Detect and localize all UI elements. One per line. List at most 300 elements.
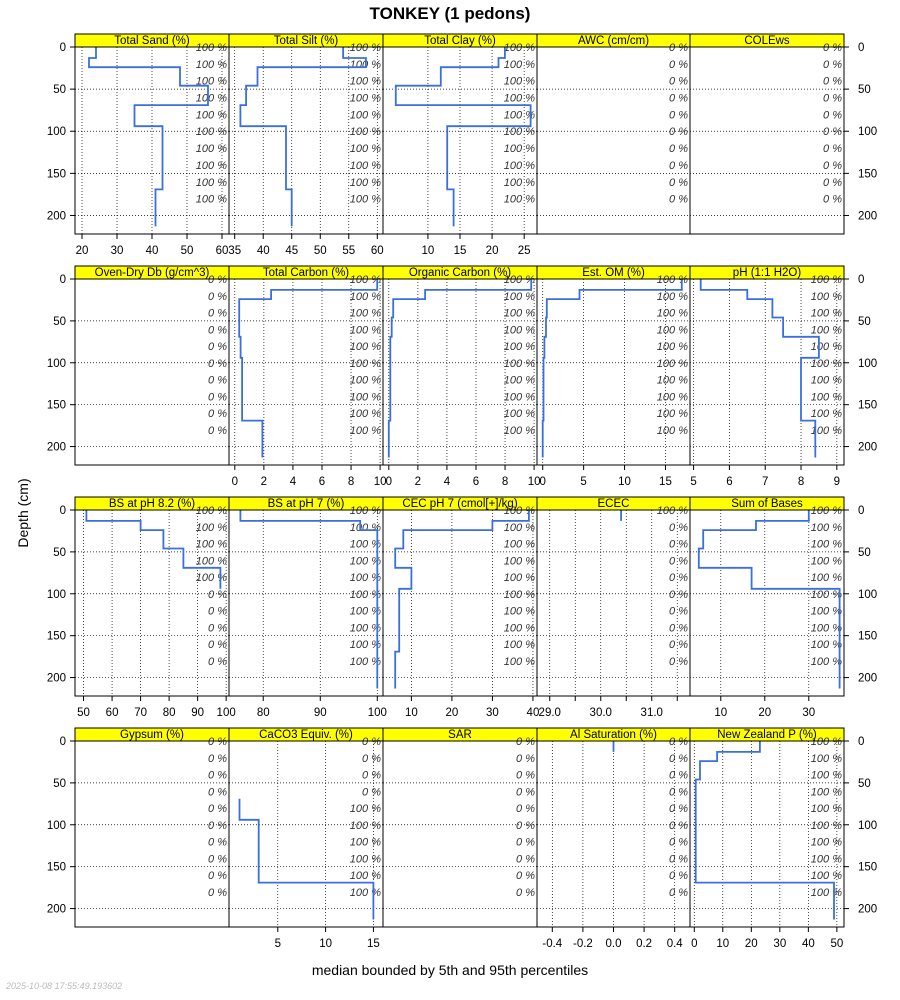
panel-20-pct-label: 100 % <box>810 870 842 883</box>
panel-12-x-tick-label: 90 <box>313 707 327 719</box>
panel-8-x-tick-label: 10 <box>527 476 541 488</box>
panel-2-x-tick-label: 45 <box>285 245 299 257</box>
panel-15-x-tick-label: 10 <box>714 707 728 719</box>
panel-16-pct-label: 0 % <box>208 736 227 748</box>
panel-7-pct-label: 100 % <box>349 307 381 320</box>
panel-1-pct-label: 100 % <box>195 92 227 105</box>
panel-18-pct-label: 0 % <box>516 853 535 866</box>
y-tick-label-left: 100 <box>46 357 66 370</box>
panel-15-pct-label: 100 % <box>810 605 842 618</box>
panel-2-pct-label: 100 % <box>349 109 381 122</box>
panel-2-pct-label: 100 % <box>349 126 381 139</box>
panel-2-pct-label: 100 % <box>349 143 381 156</box>
panel-5-pct-label: 0 % <box>823 75 842 88</box>
panel-19-pct-label: 0 % <box>669 819 688 832</box>
panel-11-pct-label: 0 % <box>208 588 227 601</box>
panel-9-pct-label: 100 % <box>656 408 688 421</box>
y-tick-label-left: 100 <box>46 588 66 601</box>
panel-17-pct-label: 100 % <box>349 836 381 849</box>
panel-10-pct-label: 100 % <box>810 374 842 387</box>
y-tick-label-right: 100 <box>858 357 878 370</box>
panel-15-pct-label: 100 % <box>810 538 842 551</box>
panel-19-x-tick-label: 0.0 <box>605 938 622 950</box>
chart-title: TONKEY (1 pedons) <box>369 4 531 23</box>
panel-1-x-tick-label: 20 <box>75 245 89 257</box>
y-tick-label-right: 150 <box>858 399 878 412</box>
y-tick-label-left: 200 <box>46 441 66 454</box>
panel-6-pct-label: 0 % <box>208 274 227 286</box>
panel-5-pct-label: 0 % <box>823 42 842 54</box>
panel-18-pct-label: 0 % <box>516 803 535 816</box>
timestamp: 2025-10-08 17:55:49.193602 <box>6 981 123 991</box>
y-tick-label-right: 50 <box>858 777 871 790</box>
panel-7-pct-label: 100 % <box>349 274 381 286</box>
panel-18-pct-label: 0 % <box>516 736 535 748</box>
y-tick-label-right: 0 <box>858 274 865 286</box>
panel-18-frame <box>383 741 537 927</box>
panel-5-pct-label: 0 % <box>823 58 842 71</box>
panel-5-pct-label: 0 % <box>823 126 842 139</box>
panel-1-x-tick-label: 30 <box>110 245 124 257</box>
panel-16-frame <box>75 741 229 927</box>
panel-20-x-tick-label: 50 <box>830 938 844 950</box>
panel-11-pct-label: 100 % <box>195 555 227 568</box>
panel-13-x-tick-label: 20 <box>445 707 459 719</box>
panel-13-pct-label: 100 % <box>503 521 535 534</box>
panel-18-title: SAR <box>448 729 472 741</box>
panel-20-pct-label: 100 % <box>810 819 842 832</box>
panel-14-x-tick-label: 29.0 <box>538 707 561 719</box>
panel-10-pct-label: 100 % <box>810 391 842 404</box>
panel-14-pct-label: 0 % <box>669 538 688 551</box>
panel-11-x-tick-label: 60 <box>105 707 119 719</box>
panel-7-pct-label: 100 % <box>349 374 381 387</box>
panel-17-x-tick-label: 15 <box>367 938 380 950</box>
panel-7-x-tick-label: 2 <box>260 476 268 488</box>
panel-16-pct-label: 0 % <box>208 769 227 782</box>
panel-8-pct-label: 100 % <box>503 290 535 303</box>
panel-6-pct-label: 0 % <box>208 324 227 337</box>
panel-10-x-tick-label: 5 <box>690 476 697 488</box>
panel-1-pct-label: 100 % <box>195 143 227 156</box>
panel-4-pct-label: 0 % <box>669 58 688 71</box>
panel-17-pct-label: 100 % <box>349 886 381 899</box>
panel-15-x-tick-label: 20 <box>758 707 772 719</box>
panel-8-pct-label: 100 % <box>503 274 535 286</box>
y-tick-label-right: 150 <box>858 168 878 181</box>
panel-19-x-tick-label: 0.4 <box>666 938 683 950</box>
panel-3-x-tick-label: 25 <box>517 245 531 257</box>
panel-1-pct-label: 100 % <box>195 109 227 122</box>
panel-19-pct-label: 0 % <box>669 836 688 849</box>
panel-19-pct-label: 0 % <box>669 769 688 782</box>
panel-12-title: BS at pH 7 (%) <box>267 498 345 510</box>
panel-5-pct-label: 0 % <box>823 109 842 122</box>
panel-12-x-tick-label: 80 <box>256 707 270 719</box>
panel-3-pct-label: 100 % <box>503 75 535 88</box>
panel-14-pct-label: 0 % <box>669 555 688 568</box>
panel-8-pct-label: 100 % <box>503 424 535 437</box>
y-axis-label: Depth (cm) <box>15 478 31 548</box>
panel-12-pct-label: 100 % <box>349 521 381 534</box>
panel-18-pct-label: 0 % <box>516 819 535 832</box>
panel-16-pct-label: 0 % <box>208 803 227 816</box>
panel-17-pct-label: 100 % <box>349 803 381 816</box>
y-tick-label-left: 0 <box>59 505 66 517</box>
panel-4-pct-label: 0 % <box>669 75 688 88</box>
panel-7-x-tick-label: 6 <box>318 476 326 488</box>
panel-7-pct-label: 100 % <box>349 290 381 303</box>
panel-2-pct-label: 100 % <box>349 92 381 105</box>
panel-15-x-tick-label: 30 <box>802 707 816 719</box>
panel-5-pct-label: 0 % <box>823 193 842 206</box>
panel-11-pct-label: 0 % <box>208 655 227 668</box>
panel-4-pct-label: 0 % <box>669 143 688 156</box>
panel-8-pct-label: 100 % <box>503 307 535 320</box>
panel-10-x-tick-label: 8 <box>797 476 805 488</box>
panel-10-pct-label: 100 % <box>810 307 842 320</box>
panel-10-title: pH (1:1 H2O) <box>732 267 802 279</box>
panel-12-x-tick-label: 100 <box>367 707 387 719</box>
panel-2-pct-label: 100 % <box>349 58 381 71</box>
panel-20-pct-label: 100 % <box>810 853 842 866</box>
panel-1-x-tick-label: 60 <box>215 245 229 257</box>
panel-8-pct-label: 100 % <box>503 374 535 387</box>
panel-4-title: AWC (cm/cm) <box>577 35 650 47</box>
panel-15-pct-label: 100 % <box>810 505 842 517</box>
panel-7-x-tick-label: 10 <box>373 476 387 488</box>
panel-1-pct-label: 100 % <box>195 193 227 206</box>
panel-3-x-tick-label: 10 <box>421 245 435 257</box>
panel-7-pct-label: 100 % <box>349 391 381 404</box>
panel-18-pct-label: 0 % <box>516 886 535 899</box>
y-tick-label-right: 100 <box>858 126 878 139</box>
panel-8-pct-label: 100 % <box>503 357 535 370</box>
y-tick-label-left: 0 <box>59 42 66 54</box>
y-tick-label-right: 0 <box>858 42 865 54</box>
panel-14-pct-label: 0 % <box>669 605 688 618</box>
panel-17-pct-label: 0 % <box>362 786 381 799</box>
panel-6-pct-label: 0 % <box>208 341 227 354</box>
panel-13-pct-label: 100 % <box>503 572 535 585</box>
panel-1-title: Total Sand (%) <box>114 35 190 47</box>
panel-20-x-tick-label: 0 <box>691 938 698 950</box>
panel-14-x-tick-label: 30.0 <box>589 707 612 719</box>
panel-17-title: CaCO3 Equiv. (%) <box>259 729 353 741</box>
panel-4-pct-label: 0 % <box>669 42 688 54</box>
panel-6-pct-label: 0 % <box>208 290 227 303</box>
panel-9-pct-label: 100 % <box>656 357 688 370</box>
panel-13-x-tick-label: 30 <box>486 707 499 719</box>
panel-7-pct-label: 100 % <box>349 424 381 437</box>
panel-13-title: CEC pH 7 (cmol[+]/kg) <box>402 498 518 510</box>
panel-2-x-tick-label: 55 <box>342 245 356 257</box>
panel-11-pct-label: 0 % <box>208 639 227 652</box>
panel-12-pct-label: 100 % <box>349 622 381 635</box>
panel-4-frame <box>537 47 690 234</box>
panel-2-median-line <box>240 47 366 226</box>
panel-3-pct-label: 100 % <box>503 42 535 54</box>
panel-3-pct-label: 100 % <box>503 193 535 206</box>
y-tick-label-right: 0 <box>858 736 865 748</box>
y-tick-label-left: 150 <box>46 399 66 412</box>
panel-11-x-tick-label: 80 <box>162 707 176 719</box>
panel-19-pct-label: 0 % <box>669 853 688 866</box>
y-tick-label-right: 200 <box>858 672 878 685</box>
panel-8-pct-label: 100 % <box>503 341 535 354</box>
y-tick-label-right: 150 <box>858 630 878 643</box>
y-tick-label-right: 100 <box>858 588 878 601</box>
panel-18-pct-label: 0 % <box>516 786 535 799</box>
y-tick-label-left: 200 <box>46 210 66 223</box>
panel-8-x-tick-label: 0 <box>385 476 393 488</box>
panel-12-pct-label: 100 % <box>349 538 381 551</box>
panel-15-pct-label: 100 % <box>810 639 842 652</box>
panel-7-x-tick-label: 0 <box>231 476 239 488</box>
panel-11-x-tick-label: 70 <box>134 707 147 719</box>
panel-10-pct-label: 100 % <box>810 324 842 337</box>
panel-11-pct-label: 100 % <box>195 505 227 517</box>
panel-6-title: Oven-Dry Db (g/cm^3) <box>94 267 210 279</box>
y-tick-label-left: 150 <box>46 630 66 643</box>
panel-11-x-tick-label: 90 <box>191 707 205 719</box>
panel-6-frame <box>75 279 229 465</box>
panel-2-pct-label: 100 % <box>349 176 381 189</box>
panel-8-pct-label: 100 % <box>503 408 535 421</box>
panel-2-x-tick-label: 35 <box>228 245 242 257</box>
panel-14-frame <box>537 510 690 696</box>
panel-6-pct-label: 0 % <box>208 408 227 421</box>
panel-19-x-tick-label: -0.2 <box>572 938 593 950</box>
y-tick-label-left: 150 <box>46 168 66 181</box>
panel-19-pct-label: 0 % <box>669 886 688 899</box>
panel-8-x-tick-label: 2 <box>414 476 422 488</box>
panel-3-pct-label: 100 % <box>503 92 535 105</box>
panel-14-pct-label: 0 % <box>669 639 688 652</box>
panel-2-x-tick-label: 60 <box>370 245 384 257</box>
panel-20-x-tick-label: 30 <box>773 938 787 950</box>
y-tick-label-left: 150 <box>46 861 66 874</box>
panel-16-pct-label: 0 % <box>208 786 227 799</box>
panel-16-pct-label: 0 % <box>208 836 227 849</box>
panel-1-pct-label: 100 % <box>195 42 227 54</box>
panel-18-pct-label: 0 % <box>516 752 535 765</box>
panel-17-pct-label: 100 % <box>349 870 381 883</box>
panel-10-x-tick-label: 7 <box>762 476 769 488</box>
panel-18-pct-label: 0 % <box>516 836 535 849</box>
panel-1-x-tick-label: 50 <box>180 245 194 257</box>
panel-5-pct-label: 0 % <box>823 176 842 189</box>
panel-14-pct-label: 0 % <box>669 572 688 585</box>
panel-9-x-tick-label: 10 <box>618 476 631 488</box>
panel-16-pct-label: 0 % <box>208 886 227 899</box>
panel-5-pct-label: 0 % <box>823 143 842 156</box>
panel-4-pct-label: 0 % <box>669 92 688 105</box>
panel-7-pct-label: 100 % <box>349 408 381 421</box>
panel-1-pct-label: 100 % <box>195 176 227 189</box>
panel-3-pct-label: 100 % <box>503 58 535 71</box>
x-axis-label: median bounded by 5th and 95th percentiles <box>311 962 589 978</box>
panel-13-pct-label: 100 % <box>503 639 535 652</box>
panel-20-pct-label: 100 % <box>810 836 842 849</box>
panel-8-x-tick-label: 8 <box>501 476 509 488</box>
panel-19-title: Al Saturation (%) <box>570 729 657 741</box>
panel-10-pct-label: 100 % <box>810 274 842 286</box>
panel-15-pct-label: 100 % <box>810 622 842 635</box>
y-tick-label-left: 50 <box>53 315 66 328</box>
panel-20-pct-label: 100 % <box>810 886 842 899</box>
panel-14-pct-label: 0 % <box>669 521 688 534</box>
panel-13-pct-label: 100 % <box>503 555 535 568</box>
panel-9-pct-label: 100 % <box>656 290 688 303</box>
panel-2-pct-label: 100 % <box>349 75 381 88</box>
panel-14-pct-label: 0 % <box>669 588 688 601</box>
panel-19-pct-label: 0 % <box>669 786 688 799</box>
panel-16-pct-label: 0 % <box>208 819 227 832</box>
panel-17-frame <box>229 741 383 927</box>
panel-18-pct-label: 0 % <box>516 769 535 782</box>
panel-10-pct-label: 100 % <box>810 357 842 370</box>
panel-11-pct-label: 100 % <box>195 538 227 551</box>
panel-2-pct-label: 100 % <box>349 42 381 54</box>
panel-7-title: Total Carbon (%) <box>262 267 350 279</box>
panel-13-pct-label: 100 % <box>503 622 535 635</box>
panel-13-pct-label: 100 % <box>503 588 535 601</box>
panel-11-x-tick-label: 100 <box>216 707 236 719</box>
panel-11-pct-label: 0 % <box>208 605 227 618</box>
panel-20-pct-label: 100 % <box>810 769 842 782</box>
y-tick-label-right: 50 <box>858 315 871 328</box>
panel-7-pct-label: 100 % <box>349 341 381 354</box>
panel-17-pct-label: 0 % <box>362 769 381 782</box>
panel-5-frame <box>690 47 844 234</box>
panel-17-x-tick-label: 5 <box>274 938 281 950</box>
panel-19-pct-label: 0 % <box>669 752 688 765</box>
panel-5-pct-label: 0 % <box>823 159 842 172</box>
panel-12-pct-label: 100 % <box>349 639 381 652</box>
panel-5-title: COLEws <box>744 35 790 47</box>
panel-20-x-tick-label: 20 <box>744 938 758 950</box>
panel-16-title: Gypsum (%) <box>120 729 184 741</box>
panel-12-pct-label: 100 % <box>349 555 381 568</box>
panel-17-pct-label: 100 % <box>349 853 381 866</box>
panel-14-pct-label: 100 % <box>656 505 688 517</box>
panel-3-pct-label: 100 % <box>503 143 535 156</box>
panel-7-x-tick-label: 8 <box>347 476 355 488</box>
panel-10-x-tick-label: 6 <box>726 476 733 488</box>
panel-19-x-tick-label: -0.4 <box>542 938 563 950</box>
panel-4-pct-label: 0 % <box>669 109 688 122</box>
panel-16-pct-label: 0 % <box>208 870 227 883</box>
y-tick-label-right: 200 <box>858 441 878 454</box>
panel-12-pct-label: 100 % <box>349 572 381 585</box>
y-tick-label-right: 200 <box>858 903 878 916</box>
panel-1-pct-label: 100 % <box>195 159 227 172</box>
panel-15-title: Sum of Bases <box>731 498 803 510</box>
panel-16-pct-label: 0 % <box>208 752 227 765</box>
y-tick-label-left: 50 <box>53 777 66 790</box>
panel-5-pct-label: 0 % <box>823 92 842 105</box>
panel-9-title: Est. OM (%) <box>582 267 645 279</box>
panel-1-pct-label: 100 % <box>195 58 227 71</box>
panel-3-pct-label: 100 % <box>503 159 535 172</box>
panel-8-pct-label: 100 % <box>503 391 535 404</box>
panel-20-pct-label: 100 % <box>810 786 842 799</box>
panel-4-pct-label: 0 % <box>669 126 688 139</box>
y-tick-label-left: 100 <box>46 126 66 139</box>
panel-8-pct-label: 100 % <box>503 324 535 337</box>
panel-1-x-tick-label: 40 <box>145 245 159 257</box>
panel-9-x-tick-label: 0 <box>539 476 546 488</box>
panel-10-x-tick-label: 9 <box>833 476 841 488</box>
panel-1-pct-label: 100 % <box>195 126 227 139</box>
panel-20-x-tick-label: 40 <box>801 938 815 950</box>
y-tick-label-left: 100 <box>46 819 66 832</box>
y-tick-label-right: 50 <box>858 546 871 559</box>
panel-3-title: Total Clay (%) <box>424 35 496 47</box>
panel-3-pct-label: 100 % <box>503 109 535 122</box>
panel-11-pct-label: 100 % <box>195 572 227 585</box>
panel-20-pct-label: 100 % <box>810 803 842 816</box>
panel-20-x-tick-label: 10 <box>716 938 730 950</box>
panel-6-pct-label: 0 % <box>208 307 227 320</box>
panel-17-pct-label: 100 % <box>349 819 381 832</box>
panel-1-pct-label: 100 % <box>195 75 227 88</box>
panel-12-pct-label: 100 % <box>349 655 381 668</box>
panel-15-pct-label: 100 % <box>810 588 842 601</box>
y-tick-label-left: 0 <box>59 736 66 748</box>
y-tick-label-right: 50 <box>858 84 871 97</box>
panel-6-pct-label: 0 % <box>208 391 227 404</box>
panel-15-pct-label: 100 % <box>810 572 842 585</box>
panel-9-pct-label: 100 % <box>656 274 688 286</box>
panel-11-pct-label: 0 % <box>208 622 227 635</box>
panel-4-pct-label: 0 % <box>669 159 688 172</box>
panel-20-title: New Zealand P (%) <box>717 729 817 741</box>
y-tick-label-left: 0 <box>59 274 66 286</box>
panel-19-x-tick-label: 0.2 <box>636 938 653 950</box>
panel-9-pct-label: 100 % <box>656 324 688 337</box>
panel-3-x-tick-label: 15 <box>453 245 467 257</box>
y-tick-label-left: 50 <box>53 84 66 97</box>
panel-2-pct-label: 100 % <box>349 193 381 206</box>
panel-14-x-tick-label: 31.0 <box>640 707 663 719</box>
panel-2-pct-label: 100 % <box>349 159 381 172</box>
panel-10-pct-label: 100 % <box>810 341 842 354</box>
y-tick-label-left: 200 <box>46 903 66 916</box>
panel-9-pct-label: 100 % <box>656 424 688 437</box>
panel-16-pct-label: 0 % <box>208 853 227 866</box>
panel-19-pct-label: 0 % <box>669 803 688 816</box>
panel-6-pct-label: 0 % <box>208 424 227 437</box>
panel-11-pct-label: 100 % <box>195 521 227 534</box>
panel-15-pct-label: 100 % <box>810 655 842 668</box>
y-tick-label-right: 200 <box>858 210 878 223</box>
y-tick-label-right: 150 <box>858 861 878 874</box>
panel-6-pct-label: 0 % <box>208 357 227 370</box>
panel-7-pct-label: 100 % <box>349 357 381 370</box>
panel-9-pct-label: 100 % <box>656 307 688 320</box>
panel-14-pct-label: 0 % <box>669 622 688 635</box>
y-tick-label-left: 200 <box>46 672 66 685</box>
panel-8-x-tick-label: 4 <box>443 476 451 488</box>
panel-20-pct-label: 100 % <box>810 752 842 765</box>
panel-15-pct-label: 100 % <box>810 521 842 534</box>
panel-2-title: Total Silt (%) <box>273 35 339 47</box>
panel-11-title: BS at pH 8.2 (%) <box>108 498 196 510</box>
panel-6-pct-label: 0 % <box>208 374 227 387</box>
panel-15-pct-label: 100 % <box>810 555 842 568</box>
